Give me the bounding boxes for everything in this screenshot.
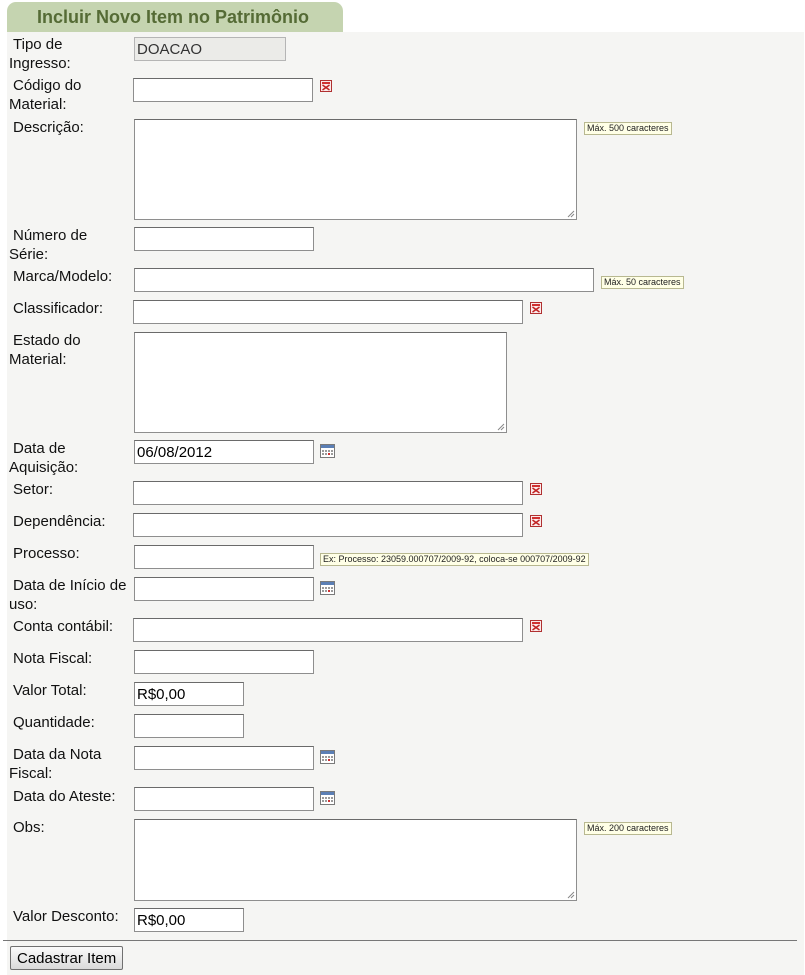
dependencia-input[interactable] <box>133 513 523 537</box>
codigo-material-input[interactable] <box>133 78 313 102</box>
marca-modelo-label: Marca/Modelo: <box>13 268 113 285</box>
obs-hint: Máx. 200 caracteres <box>584 822 672 835</box>
resize-grip-icon[interactable] <box>567 210 575 218</box>
estado-material-label: Estado do Material: <box>9 332 81 368</box>
descricao-label: Descrição: <box>13 119 84 136</box>
valor-desconto-label: Valor Desconto: <box>13 908 119 925</box>
processo-input[interactable] <box>134 545 314 569</box>
form-title-tab <box>7 2 343 32</box>
search-icon[interactable] <box>530 515 542 527</box>
conta-contabil-label: Conta contábil: <box>13 618 114 635</box>
processo-hint: Ex: Processo: 23059.000707/2009-92, coloca-se 000707/2009-92 <box>320 553 589 566</box>
search-icon[interactable] <box>530 620 542 632</box>
data-ateste-input[interactable] <box>134 787 314 811</box>
classificador-input[interactable] <box>133 300 523 324</box>
nota-fiscal-label: Nota Fiscal: <box>13 650 93 667</box>
form-panel <box>7 32 804 975</box>
tipo-ingresso-label: Tipo de Ingresso: <box>9 36 71 72</box>
cadastrar-item-button[interactable]: Cadastrar Item <box>10 946 123 970</box>
search-icon[interactable] <box>320 80 332 92</box>
data-nota-fiscal-input[interactable] <box>134 746 314 770</box>
data-ateste-label: Data do Ateste: <box>13 788 116 805</box>
calendar-icon[interactable] <box>320 444 335 458</box>
setor-label: Setor: <box>13 481 54 498</box>
search-icon[interactable] <box>530 483 542 495</box>
quantidade-label: Quantidade: <box>13 714 95 731</box>
dependencia-label: Dependência: <box>13 513 106 530</box>
obs-textarea[interactable] <box>134 819 577 901</box>
calendar-icon[interactable] <box>320 581 335 595</box>
data-aquisicao-input[interactable] <box>134 440 314 464</box>
codigo-material-label: Código do Material: <box>9 77 82 113</box>
data-nota-fiscal-label: Data da Nota Fiscal: <box>9 746 102 782</box>
valor-total-input[interactable] <box>134 682 244 706</box>
numero-serie-label: Número de Série: <box>9 227 88 263</box>
numero-serie-input[interactable] <box>134 227 314 251</box>
valor-total-label: Valor Total: <box>13 682 87 699</box>
data-inicio-uso-label: Data de Início de uso: <box>9 577 127 613</box>
nota-fiscal-input[interactable] <box>134 650 314 674</box>
tipo-ingresso-field <box>134 37 286 61</box>
page-title: Incluir Novo Item no Patrimônio <box>37 7 310 27</box>
conta-contabil-input[interactable] <box>133 618 523 642</box>
resize-grip-icon[interactable] <box>567 891 575 899</box>
calendar-icon[interactable] <box>320 791 335 805</box>
descricao-hint: Máx. 500 caracteres <box>584 122 672 135</box>
marca-modelo-hint: Máx. 50 caracteres <box>601 276 684 289</box>
valor-desconto-input[interactable] <box>134 908 244 932</box>
descricao-textarea[interactable] <box>134 119 577 220</box>
data-inicio-uso-input[interactable] <box>134 577 314 601</box>
quantidade-input[interactable] <box>134 714 244 738</box>
marca-modelo-input[interactable] <box>134 268 594 292</box>
data-aquisicao-label: Data de Aquisição: <box>9 440 79 476</box>
setor-input[interactable] <box>133 481 523 505</box>
processo-label: Processo: <box>13 545 80 562</box>
search-icon[interactable] <box>530 302 542 314</box>
classificador-label: Classificador: <box>13 300 104 317</box>
obs-label: Obs: <box>13 819 45 836</box>
form-divider <box>3 940 797 941</box>
calendar-icon[interactable] <box>320 750 335 764</box>
estado-material-textarea[interactable] <box>134 332 507 433</box>
resize-grip-icon[interactable] <box>497 423 505 431</box>
